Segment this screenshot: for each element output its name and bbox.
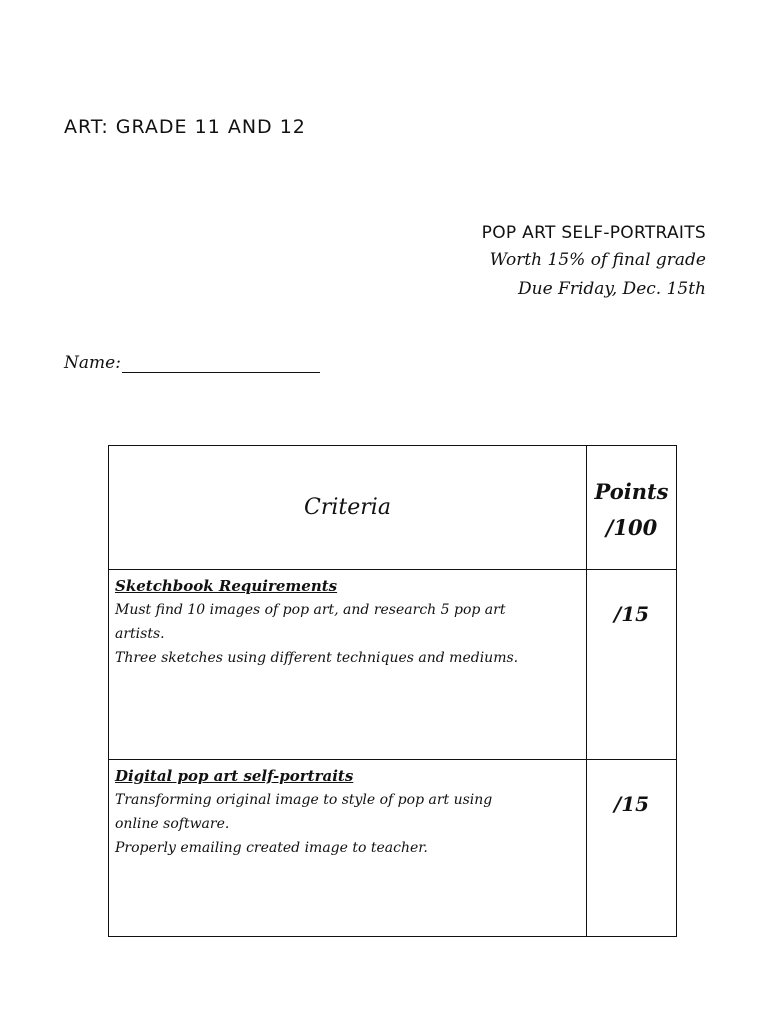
- criteria-line: Transforming original image to style of pop art using: [115, 792, 493, 808]
- points-header-total: /100: [605, 515, 658, 540]
- course-title: ART: GRADE 11 AND 12: [64, 116, 306, 138]
- table-row: [109, 760, 677, 937]
- criteria-header: Criteria: [109, 446, 587, 570]
- assignment-title: POP ART SELF-PORTRAITS: [481, 223, 706, 243]
- criteria-cell: [109, 570, 587, 760]
- criteria-cell: [109, 760, 587, 937]
- rubric-header-row: [109, 446, 677, 570]
- points-header: [587, 446, 677, 570]
- points-cell: /15: [587, 760, 677, 937]
- table-row: [109, 570, 677, 760]
- assignment-info: [482, 220, 706, 304]
- points-header-label: Points: [594, 479, 669, 504]
- criteria-line: Three sketches using different techniques and mediums.: [115, 650, 519, 666]
- criteria-line: artists.: [115, 626, 165, 642]
- name-blank-line[interactable]: [122, 355, 320, 373]
- name-label: Name:: [64, 353, 121, 373]
- points-cell: /15: [587, 570, 677, 760]
- assignment-weight: Worth 15% of final grade: [489, 250, 706, 270]
- assignment-due-date: Due Friday, Dec. 15th: [517, 279, 706, 299]
- name-field: [64, 353, 320, 373]
- criteria-title: Sketchbook Requirements: [115, 577, 338, 595]
- criteria-line: Must find 10 images of pop art, and research 5 pop art: [115, 602, 506, 618]
- criteria-title: Digital pop art self-portraits: [115, 767, 354, 785]
- rubric-table: [108, 445, 677, 937]
- criteria-line: Properly emailing created image to teacher.: [115, 840, 428, 856]
- criteria-line: online software.: [115, 816, 230, 832]
